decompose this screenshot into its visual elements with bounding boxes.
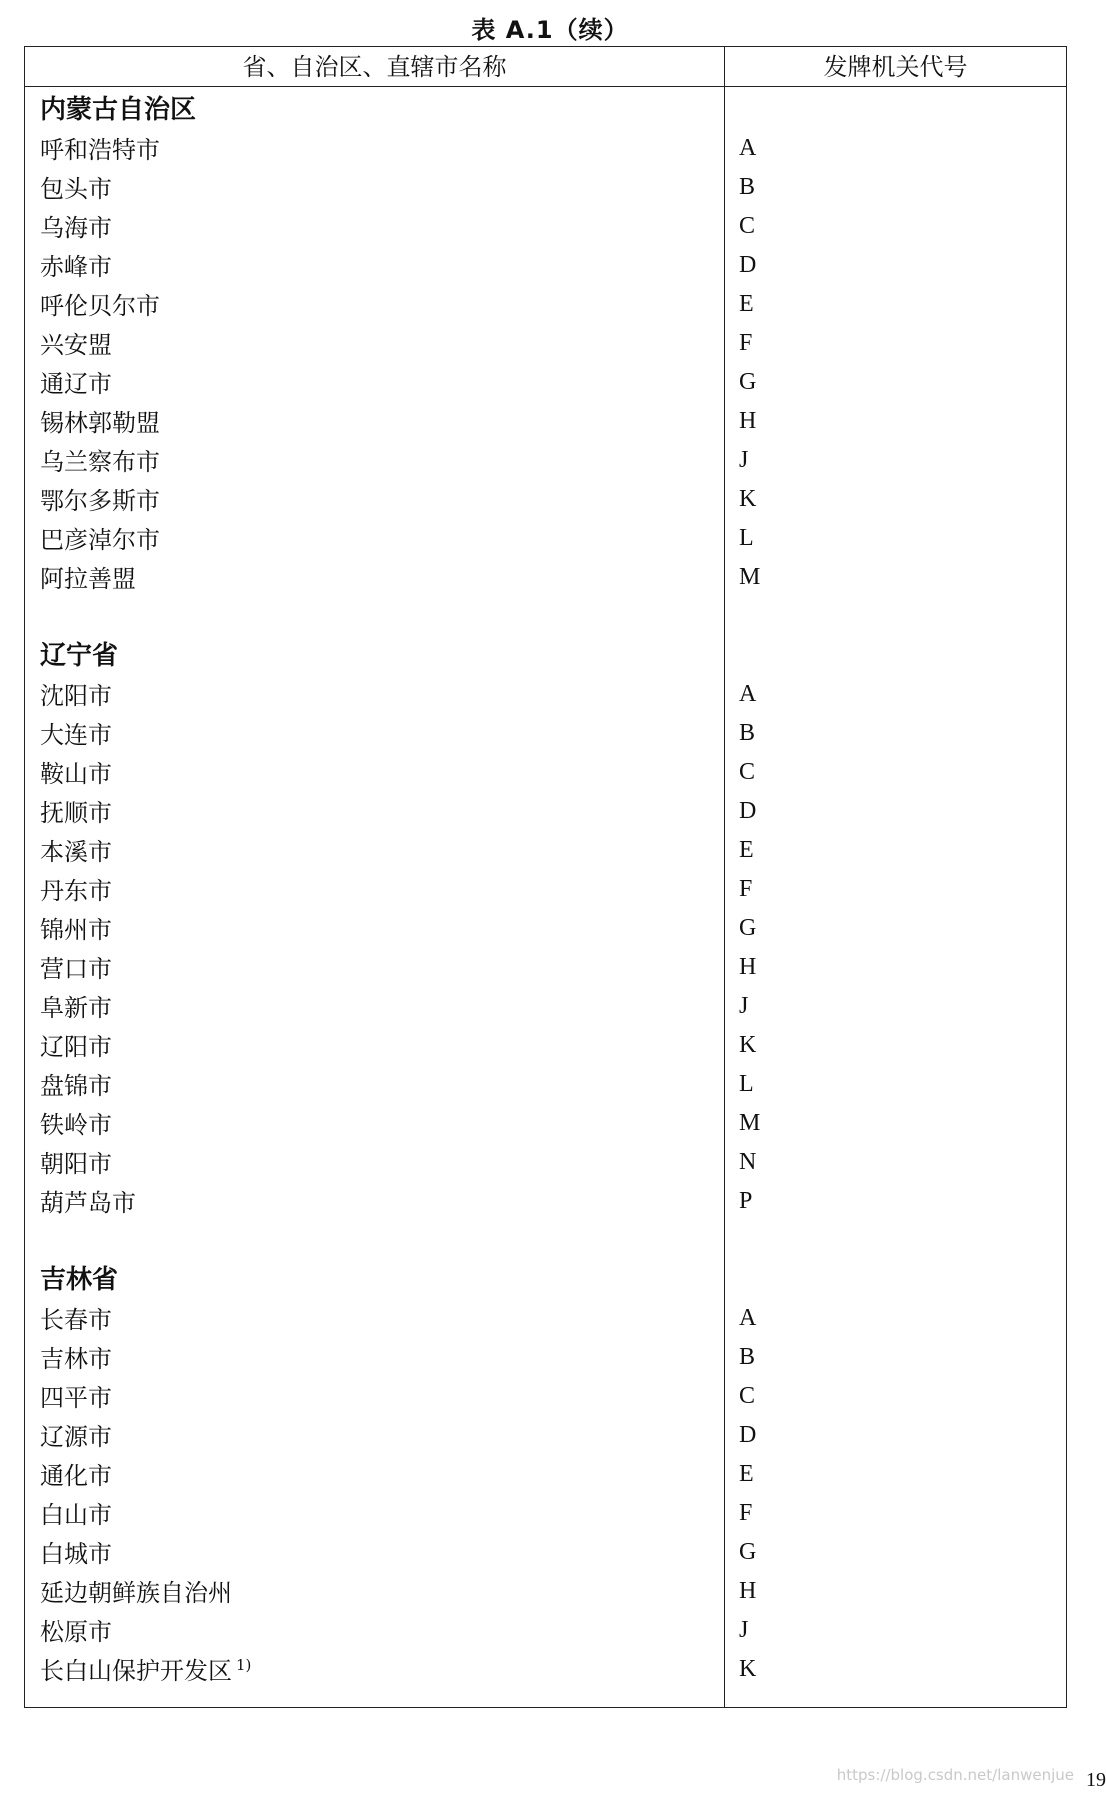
city-name (40, 442, 160, 477)
footnote-marker: 1) (236, 1656, 252, 1674)
table-row (25, 945, 1066, 984)
city-name (40, 559, 136, 594)
city-name (40, 832, 112, 867)
city-name (40, 793, 112, 828)
authority-code: G (739, 915, 757, 941)
table-row (25, 321, 1066, 360)
city-name-text: 本溪市 (40, 838, 112, 866)
table-row (25, 1608, 1066, 1647)
header-province-name: 省、自治区、直辖市名称 (242, 53, 507, 81)
city-name (40, 1144, 112, 1179)
authority-code: J (739, 993, 749, 1019)
table-row (25, 399, 1066, 438)
city-name-text: 通辽市 (40, 370, 112, 398)
table-row (25, 555, 1066, 594)
city-name-text: 锡林郭勒盟 (40, 409, 160, 437)
city-name (40, 1495, 112, 1530)
city-name-text: 呼和浩特市 (40, 136, 160, 164)
table-row (25, 1374, 1066, 1413)
city-name (40, 1573, 232, 1608)
license-authority-table (24, 46, 1067, 1708)
table-row (25, 789, 1066, 828)
authority-code: D (739, 1422, 757, 1448)
city-name-text: 辽源市 (40, 1423, 112, 1451)
authority-code: A (739, 681, 757, 707)
city-name (40, 325, 112, 360)
city-name (40, 676, 112, 711)
city-name-text: 四平市 (40, 1384, 112, 1412)
group-spacer (25, 594, 1066, 633)
city-name-text: 辽阳市 (40, 1033, 112, 1061)
city-name (40, 247, 112, 282)
city-name (40, 1378, 112, 1413)
province-name: 辽宁省 (40, 641, 119, 671)
city-name-text: 赤峰市 (40, 253, 112, 281)
table-row (25, 1140, 1066, 1179)
authority-code: B (739, 720, 756, 746)
city-name (40, 286, 160, 321)
authority-code: A (739, 1305, 757, 1331)
table-row (25, 672, 1066, 711)
city-name (40, 988, 112, 1023)
header-authority-code: 发牌机关代号 (823, 53, 968, 81)
table-row (25, 1569, 1066, 1608)
authority-code: E (739, 291, 754, 317)
city-name (40, 754, 112, 789)
city-name-text: 白城市 (40, 1540, 112, 1568)
authority-code: F (739, 330, 753, 356)
city-name-text: 白山市 (40, 1501, 112, 1529)
authority-code: N (739, 1149, 757, 1175)
city-name-text: 兴安盟 (40, 331, 112, 359)
city-name (40, 1339, 112, 1374)
authority-code: H (739, 408, 757, 434)
authority-code: M (739, 564, 761, 590)
city-name (40, 949, 112, 984)
authority-code: M (739, 1110, 761, 1136)
table-row (25, 438, 1066, 477)
table-row (25, 1647, 1066, 1686)
table-row (25, 1530, 1066, 1569)
city-name-text: 阜新市 (40, 994, 112, 1022)
city-name-text: 锦州市 (40, 916, 112, 944)
authority-code: D (739, 798, 757, 824)
city-name-text: 松原市 (40, 1618, 112, 1646)
table-row (25, 984, 1066, 1023)
city-name (40, 520, 160, 555)
authority-code: H (739, 954, 757, 980)
province-heading (25, 87, 1066, 126)
table-body (25, 87, 1066, 1686)
watermark: https://blog.csdn.net/lanwenjue (836, 1766, 1074, 1784)
city-name (40, 1612, 112, 1647)
city-name-text: 阿拉善盟 (40, 565, 136, 593)
city-name (40, 208, 112, 243)
group-spacer (25, 1218, 1066, 1257)
city-name (40, 1651, 251, 1686)
table-row (25, 243, 1066, 282)
city-name-text: 大连市 (40, 721, 112, 749)
city-name-text: 通化市 (40, 1462, 112, 1490)
city-name-text: 盘锦市 (40, 1072, 112, 1100)
city-name-text: 乌兰察布市 (40, 448, 160, 476)
table-row (25, 1179, 1066, 1218)
city-name (40, 1417, 112, 1452)
city-name-text: 鄂尔多斯市 (40, 487, 160, 515)
city-name-text: 营口市 (40, 955, 112, 983)
table-row (25, 828, 1066, 867)
city-name (40, 130, 160, 165)
city-name (40, 169, 112, 204)
city-name (40, 364, 112, 399)
city-name-text: 沈阳市 (40, 682, 112, 710)
city-name (40, 1183, 136, 1218)
table-row (25, 477, 1066, 516)
table-row (25, 1023, 1066, 1062)
table-row (25, 1101, 1066, 1140)
city-name (40, 715, 112, 750)
authority-code: B (739, 174, 756, 200)
city-name (40, 1534, 112, 1569)
table-row (25, 360, 1066, 399)
authority-code: G (739, 369, 757, 395)
city-name (40, 1456, 112, 1491)
table-row (25, 1491, 1066, 1530)
city-name-text: 鞍山市 (40, 760, 112, 788)
table-row (25, 1062, 1066, 1101)
city-name-text: 长白山保护开发区 (40, 1657, 232, 1685)
authority-code: L (739, 525, 754, 551)
table-row (25, 906, 1066, 945)
province-name: 内蒙古自治区 (40, 95, 197, 125)
authority-code: J (739, 447, 749, 473)
authority-code: K (739, 1032, 757, 1058)
city-name (40, 481, 160, 516)
authority-code: F (739, 1500, 753, 1526)
city-name (40, 403, 160, 438)
city-name (40, 1105, 112, 1140)
city-name-text: 包头市 (40, 175, 112, 203)
city-name (40, 1027, 112, 1062)
city-name-text: 抚顺市 (40, 799, 112, 827)
authority-code: L (739, 1071, 754, 1097)
page-number: 19 (1086, 1769, 1106, 1791)
province-heading (25, 1257, 1066, 1296)
table-caption: 表 A.1（续） (471, 16, 629, 44)
authority-code: E (739, 837, 754, 863)
city-name-text: 朝阳市 (40, 1150, 112, 1178)
city-name (40, 871, 112, 906)
table-row (25, 516, 1066, 555)
province-name: 吉林省 (40, 1265, 119, 1295)
authority-code: K (739, 1656, 757, 1682)
city-name-text: 葫芦岛市 (40, 1189, 136, 1217)
authority-code: J (739, 1617, 749, 1643)
authority-code: G (739, 1539, 757, 1565)
table-row (25, 126, 1066, 165)
authority-code: C (739, 213, 756, 239)
city-name-text: 巴彦淖尔市 (40, 526, 160, 554)
authority-code: A (739, 135, 757, 161)
city-name (40, 1300, 112, 1335)
table-row (25, 750, 1066, 789)
city-name-text: 乌海市 (40, 214, 112, 242)
authority-code: D (739, 252, 757, 278)
table-row (25, 1413, 1066, 1452)
city-name-text: 呼伦贝尔市 (40, 292, 160, 320)
authority-code: C (739, 759, 756, 785)
table-row (25, 867, 1066, 906)
authority-code: K (739, 486, 757, 512)
city-name-text: 延边朝鲜族自治州 (40, 1579, 232, 1607)
table-header (25, 47, 1066, 87)
authority-code: P (739, 1188, 753, 1214)
city-name-text: 铁岭市 (40, 1111, 112, 1139)
authority-code: C (739, 1383, 756, 1409)
province-heading (25, 633, 1066, 672)
authority-code: H (739, 1578, 757, 1604)
city-name (40, 1066, 112, 1101)
authority-code: F (739, 876, 753, 902)
city-name-text: 丹东市 (40, 877, 112, 905)
table-row (25, 711, 1066, 750)
city-name (40, 910, 112, 945)
city-name-text: 长春市 (40, 1306, 112, 1334)
table-row (25, 282, 1066, 321)
table-row (25, 1452, 1066, 1491)
city-name-text: 吉林市 (40, 1345, 112, 1373)
table-row (25, 1296, 1066, 1335)
table-row (25, 165, 1066, 204)
table-row (25, 1335, 1066, 1374)
authority-code: B (739, 1344, 756, 1370)
authority-code: E (739, 1461, 754, 1487)
table-row (25, 204, 1066, 243)
